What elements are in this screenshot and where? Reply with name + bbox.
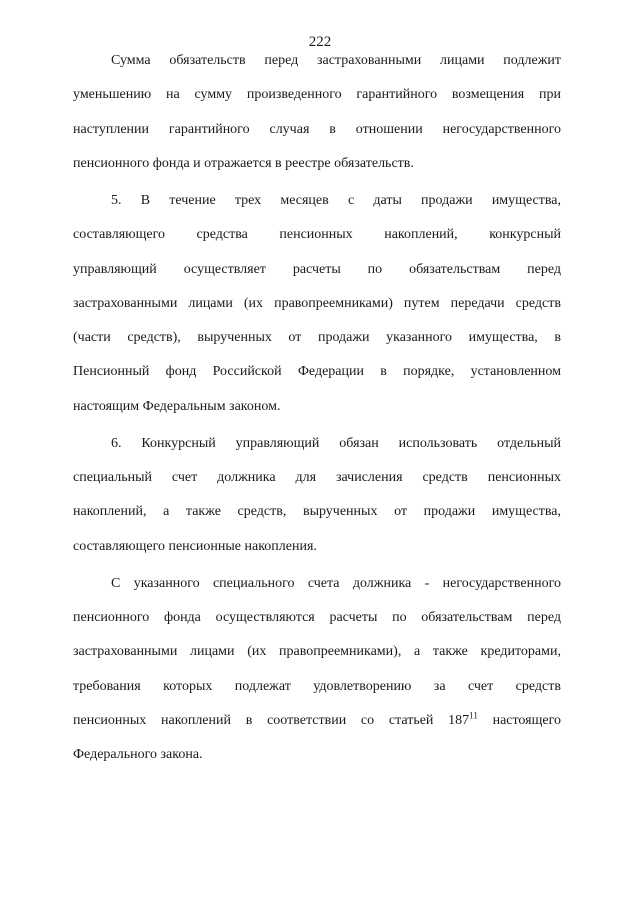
text-line: Сумма обязательств перед застрахованными лицами подлежит [111,53,561,68]
text-line: уменьшению на сумму произведенного гарантийного возмещения при [73,87,561,103]
paragraph-liabilities-reduction [73,44,561,181]
text-line: застрахованными лицами (их правопреемниками), а также кредиторами, [73,644,561,660]
article-superscript: 11 [469,710,478,721]
text-line: С указанного специального счета должника - негосударственного [111,575,561,591]
text-line: наступлении гарантийного случая в отношении негосударственного [73,121,561,137]
paragraph-special-account [73,567,561,773]
text-line: составляющего пенсионные накопления. [73,538,317,554]
text-line: Пенсионный фонд Российской Федерации в порядке, установленном [73,364,561,380]
text-line: пенсионного фонда осуществляются расчеты по обязательствам перед [73,610,561,626]
document-body [73,44,561,773]
text-line: застрахованными лицами (их правопреемниками) путем передачи средств [73,295,561,311]
text-line: пенсионного фонда и отражается в реестре обязательств. [73,155,414,171]
text-line: требования которых подлежат удовлетворению за счет средств [73,678,561,694]
page-number: 222 [308,34,332,50]
text-fragment: настоящего [477,713,561,729]
text-line: 5. В течение трех месяцев с даты продажи имущества, [111,192,561,208]
text-line: настоящим Федеральным законом. [73,398,281,414]
text-line: Федерального закона. [73,747,203,763]
text-line: управляющий осуществляет расчеты по обязательствам перед [73,261,561,277]
text-line-with-article-reference [73,704,561,738]
paragraph-item-5 [73,184,561,424]
article-reference-text: пенсионных накоплений в соответствии со статьей 187 [73,713,470,729]
text-line: (части средств), вырученных от продажи указанного имущества, в [73,330,561,346]
text-line: специальный счет должника для зачисления средств пенсионных [73,470,561,486]
text-line: 6. Конкурсный управляющий обязан использовать отдельный [111,435,561,451]
text-line: составляющего средства пенсионных накоплений, конкурсный [73,227,561,243]
text-line: накоплений, а также средств, вырученных от продажи имущества, [73,504,561,520]
paragraph-item-6 [73,427,561,564]
